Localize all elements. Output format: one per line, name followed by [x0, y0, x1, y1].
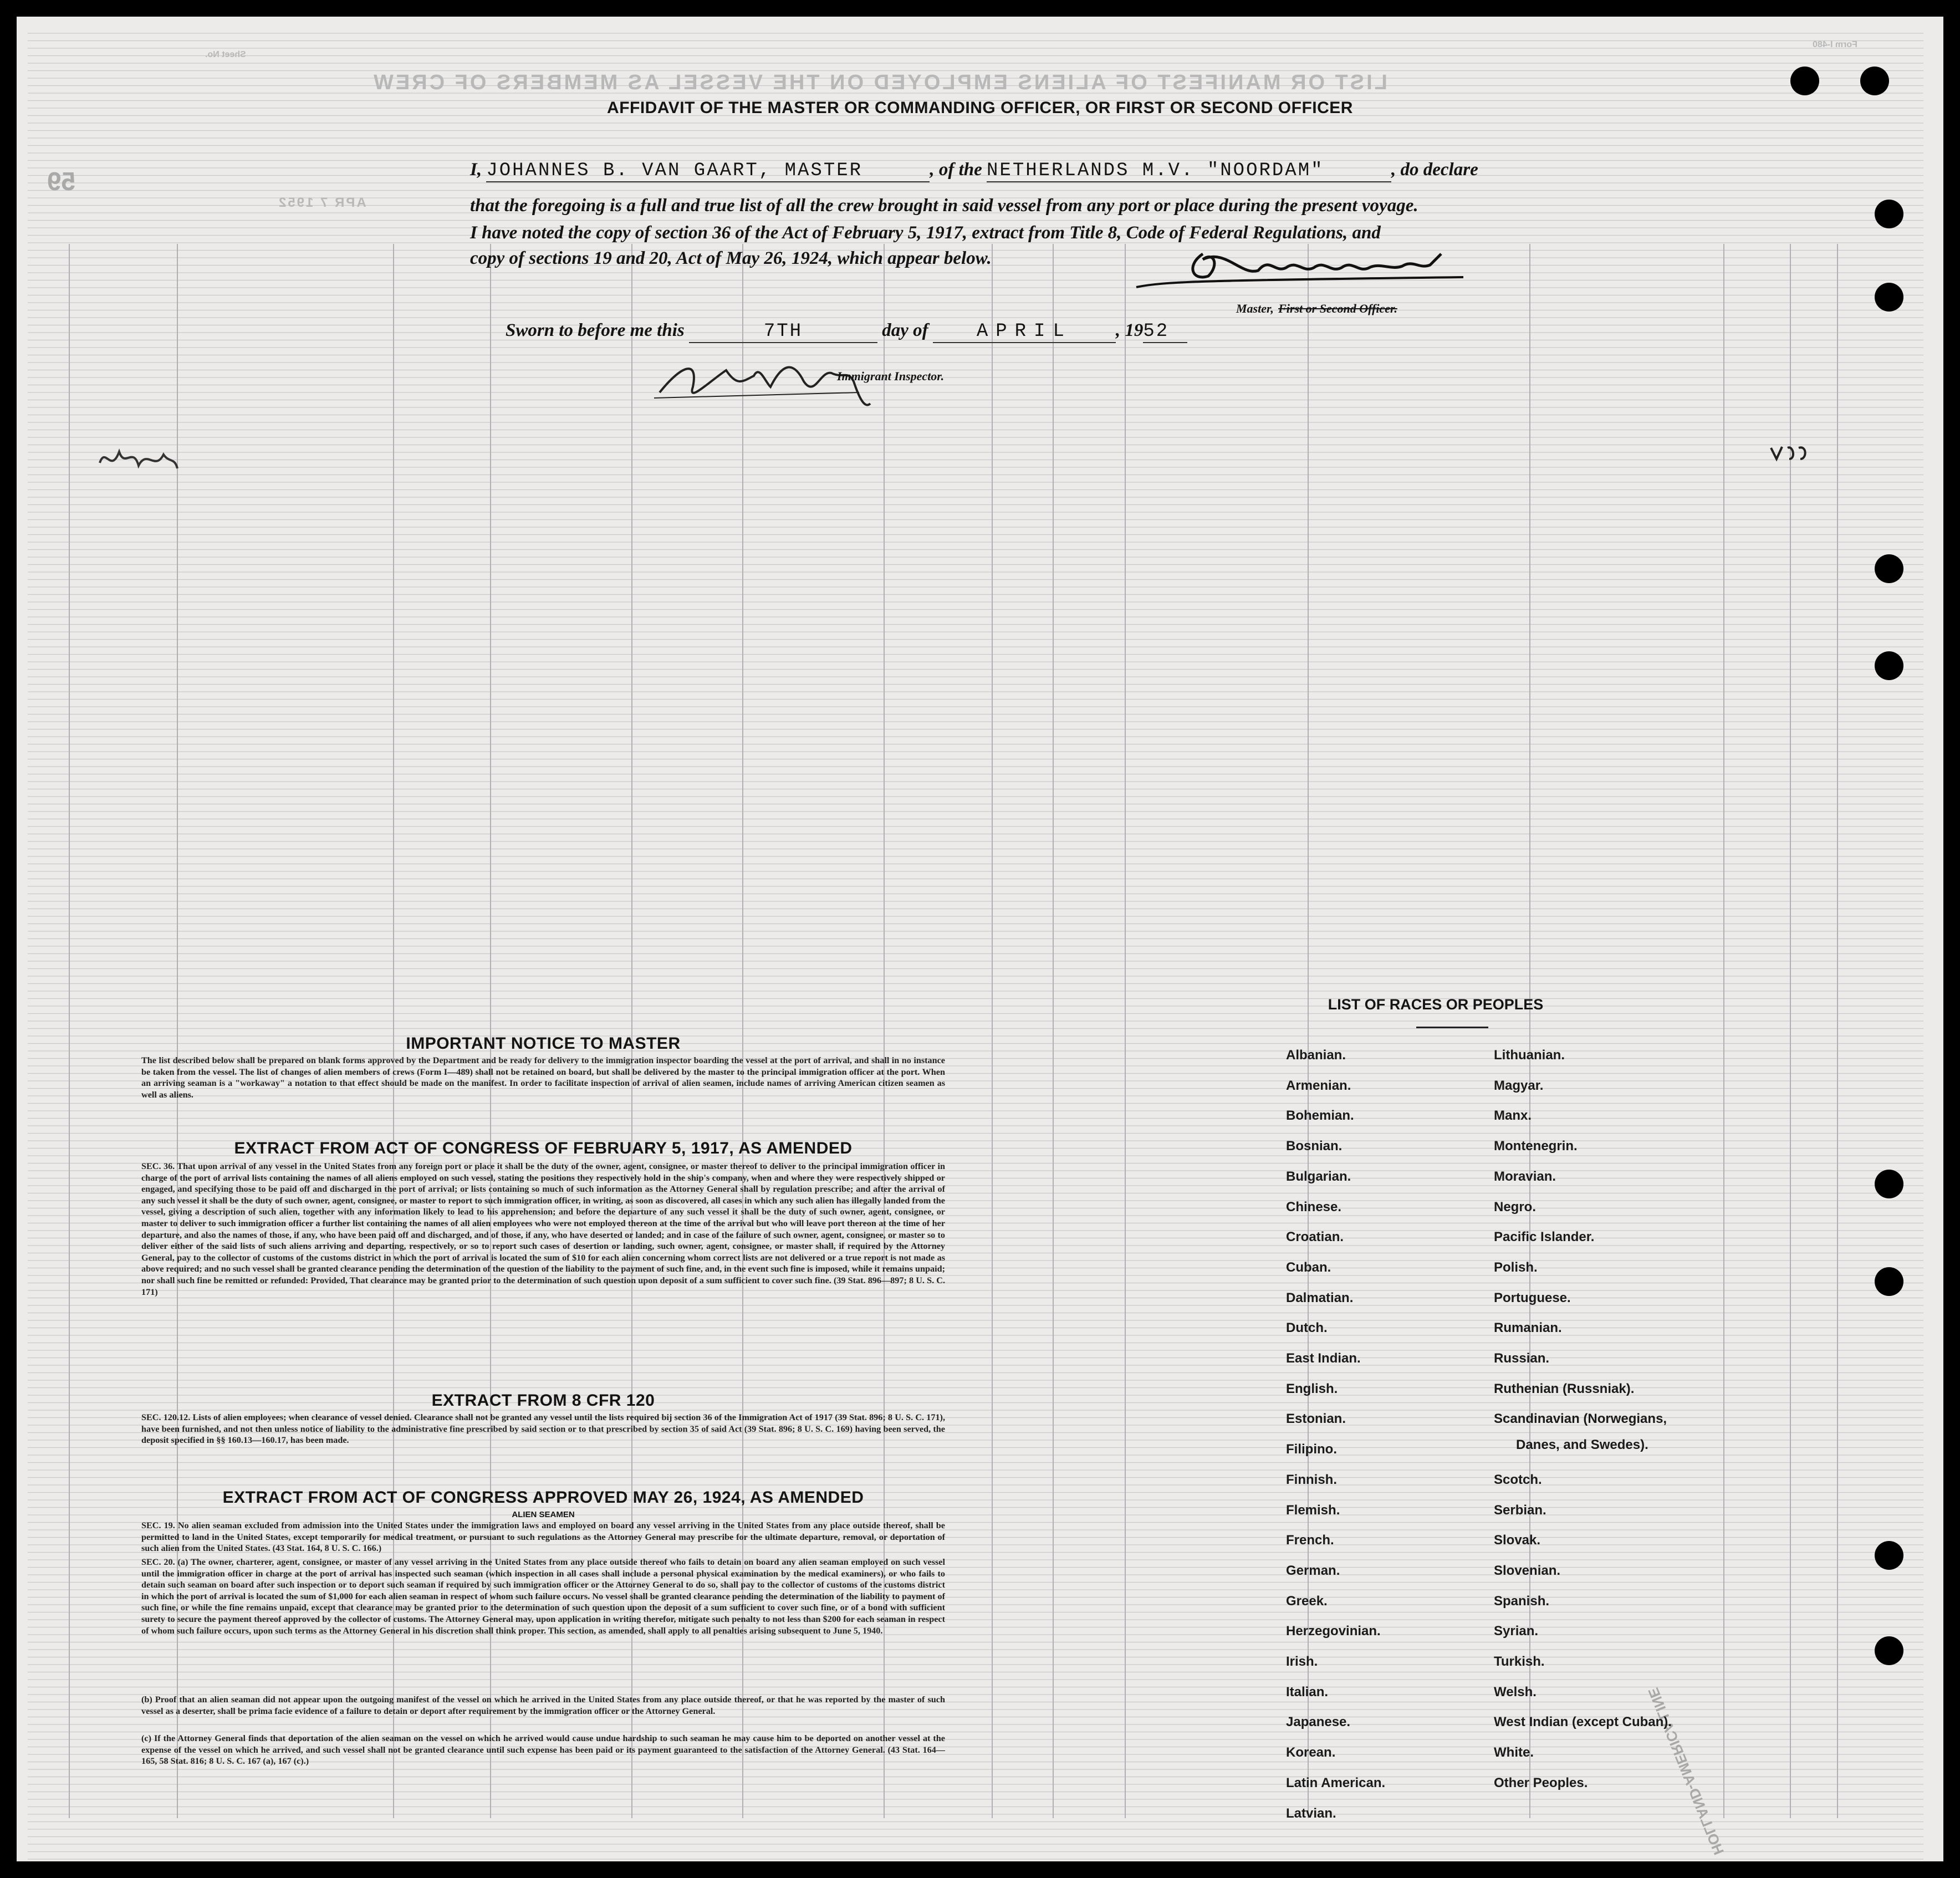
race-item: Cuban. — [1286, 1259, 1331, 1275]
race-item: Magyar. — [1494, 1078, 1544, 1093]
affidavit-line-3: I have noted the copy of section 36 of the Act of February 5, 1917, extract from Title 8, Code of Federal Regulations, and — [470, 223, 1381, 243]
punch-hole — [1875, 200, 1903, 228]
vessel-name: NETHERLANDS M.V. "NOORDAM" — [987, 160, 1391, 182]
race-item: Scotch. — [1494, 1472, 1542, 1487]
race-item: Negro. — [1494, 1199, 1537, 1214]
punch-hole — [1790, 67, 1819, 95]
race-item: Estonian. — [1286, 1411, 1346, 1427]
race-item: East Indian. — [1286, 1351, 1361, 1366]
race-item: Slovak. — [1494, 1533, 1541, 1548]
race-item: Moravian. — [1494, 1168, 1556, 1184]
sheet-label: Sheet No. — [205, 50, 246, 59]
race-item: Flemish. — [1286, 1502, 1340, 1518]
extract-cfr-text: SEC. 120.12. Lists of alien employees; when clearance of vessel denied. Clearance shall not be granted any vessel until the lists required bij section 36 of the Immigration Act of 1917 (39 Stat. 896; 8 U. S. C. 171), have been furnished, and not then unless notice of liability to the administrative fine prescribed by said section or to that prescribed by section 35 of said Act (39 Stat. 896; 8 U. S. C. 169) having been served, the deposit specified in §§ 160.13—160.17, has been made. — [141, 1412, 945, 1446]
race-item: Serbian. — [1494, 1502, 1546, 1518]
race-item: Bulgarian. — [1286, 1168, 1351, 1184]
race-item: West Indian (except Cuban). — [1494, 1714, 1672, 1730]
affidavit-line-4: copy of sections 19 and 20, Act of May 26, 1924, which appear below. — [470, 248, 992, 268]
race-item: Spanish. — [1494, 1593, 1550, 1609]
affidavit-line-2: that the foregoing is a full and true list of all the crew brought in said vessel from any port or place during the present voyage. — [470, 196, 1418, 216]
race-item: Armenian. — [1286, 1078, 1351, 1093]
punch-hole — [1875, 1170, 1903, 1198]
race-item: Danes, and Swedes). — [1516, 1437, 1648, 1453]
extract-1924-sec20c: (c) If the Attorney General finds that deportation of the alien seaman on the vessel on which he arrived would cause undue hardship to such seaman he may cause him to be deported on another vessel at the expense of the vessel on which he arrived, and such vessel shall not be granted clearance until such expense has been paid or its payment guaranteed to the satisfaction of the Attorney General. (43 Stat. 164—165, 58 Stat. 816; 8 U. S. C. 167 (a), 167 (c).) — [141, 1733, 945, 1767]
race-item: French. — [1286, 1533, 1334, 1548]
race-item: Other Peoples. — [1494, 1775, 1588, 1790]
sworn-line — [506, 320, 1187, 343]
race-item: Bohemian. — [1286, 1108, 1354, 1124]
form-number: Form I-480 — [1813, 40, 1857, 49]
extract-cfr-heading: EXTRACT FROM 8 CFR 120 — [431, 1391, 655, 1410]
race-item: Japanese. — [1286, 1714, 1351, 1730]
affidavit-declare: , do declare — [1391, 160, 1478, 180]
sworn-month: APRIL — [933, 321, 1116, 343]
extract-1924-sec20b: (b) Proof that an alien seaman did not appear upon the outgoing manifest of the vessel on which he arrived in the United States from any place outside thereof, or that he was reported by the master of such vessel as a deserter, shall be prima facie evidence of a failure to detain or deport after requirement by the immigration officer or the Attorney General. — [141, 1695, 945, 1716]
race-item: German. — [1286, 1563, 1340, 1578]
punch-hole — [1875, 1267, 1903, 1296]
master-name: JOHANNES B. VAN GAART, MASTER — [486, 160, 930, 182]
sworn-year: 52 — [1143, 321, 1187, 343]
race-item: Irish. — [1286, 1654, 1318, 1669]
race-item: Slovenian. — [1494, 1563, 1561, 1578]
sworn-prefix: Sworn to before me this — [506, 320, 685, 340]
extract-1917-text: SEC. 36. That upon arrival of any vessel in the United States from any foreign port or place it shall be the duty of the owner, agent, consignee, or master thereof to deliver to the principal immigration officer in charge of the port of arrival lists containing the names of all aliens employed on such vessel, stating the positions they respectively hold in the ship's company, when and where they were respectively shipped or engaged, and specifying those to be paid off and discharged in the port of arrival; or lists containing so much of such information as the Attorney General shall by regulation prescribe; and after the arrival of any such vessel it shall be the duty of such owner, agent, consignee, or master to report to such immigration officer, in writing, as soon as discovered, all cases in which any such alien has illegally landed from the vessel, giving a description of such alien, together with any information likely to lead to his apprehension; and before the departure of any such vessel it shall be the duty of such owner, agent, consignee, or master to deliver to such immigration officer a further list containing the names of all alien employees who were not employed thereon at the time of the arrival but who will leave port thereon at the time of her departure, and also the names of those, if any, who have been paid off and discharged, and of those, if any, who have deserted or landed; and in case of the failure of such owner, agent, consignee, or master so to deliver either of the said lists of such aliens arriving and departing, respectively, or so to report such cases of desertion or landing, such owner, agent, consignee, or master shall, if required by the Attorney General, pay to the collector of customs of the customs district in which the port of arrival is located the sum of $10 for each alien concerning whom correct lists are not delivered or a true report is not made as above required; and no such vessel shall be granted clearance pending the determination of the question of the liability to the payment of such fine, and, in the event such fine is imposed, while it remains unpaid; nor shall such fine be remitted or refunded: Provided, That clearance may be granted prior to the determination of such question upon deposit of a sum sufficient to cover such fine. (39 Stat. 896—897; 8 U. S. C. 171) — [141, 1161, 945, 1297]
race-item: Ruthenian (Russniak). — [1494, 1381, 1635, 1396]
race-item: Russian. — [1494, 1351, 1550, 1366]
race-item: Montenegrin. — [1494, 1139, 1578, 1154]
extract-1924-subheading: ALIEN SEAMEN — [512, 1510, 575, 1519]
race-item: Rumanian. — [1494, 1320, 1562, 1336]
punch-hole — [1875, 1636, 1903, 1665]
race-item: Polish. — [1494, 1259, 1538, 1275]
day-of-label: day of — [882, 320, 928, 340]
race-item: Dalmatian. — [1286, 1290, 1354, 1305]
master-label-line — [1236, 297, 1397, 318]
races-heading: LIST OF RACES OR PEOPLES — [1328, 996, 1544, 1013]
watermark-stamp: HOLLAND-AMERICA LINE — [1645, 1685, 1728, 1857]
race-item: Manx. — [1494, 1108, 1532, 1124]
extract-1924-sec20a: SEC. 20. (a) The owner, charterer, agent, consignee, or master of any vessel arriving in the United States from any place outside thereof who fails to detain on board any alien seaman employed on such vessel until the immigration officer in charge at the port of arrival has inspected such seaman (which inspection in all cases shall include a personal physical examination by the medical examiners), or who fails to detain such seaman on board after such inspection or to deport such seaman if required by such immigration officer or the Attorney General to do so, shall pay to the collector of customs of the customs district in which the port of arrival is located the sum of $1,000 for each alien seaman in respect of whom such failure occurs. No vessel shall be granted clearance pending the determination of the liability to payment of such fine, or while the fine remains unpaid, except that clearance may be granted prior to the determination of such question upon the deposit of a sum sufficient to cover such fine, or of a bond with sufficient surety to secure the payment thereof approved by the collector of customs. The Attorney General may, upon application in writing therefor, mitigate such penalty to not less than $200 for each seaman in respect of whom such failure occurs, upon such terms as the Attorney General in his discretion shall think proper. This section, as amended, shall apply to all penalties arising subsequent to June 5, 1940. — [141, 1557, 945, 1636]
punch-hole — [1860, 67, 1889, 95]
race-item: Herzegovinian. — [1286, 1624, 1381, 1639]
punch-hole — [1875, 651, 1903, 680]
race-item: Scandinavian (Norwegians, — [1494, 1411, 1667, 1427]
page-stamp: 59 — [47, 167, 76, 196]
race-item: Turkish. — [1494, 1654, 1545, 1669]
race-item: Croatian. — [1286, 1229, 1344, 1245]
notice-heading: IMPORTANT NOTICE TO MASTER — [406, 1034, 681, 1053]
manifest-sheet — [17, 17, 1943, 1861]
race-item: Lithuanian. — [1494, 1048, 1565, 1063]
race-item: Albanian. — [1286, 1048, 1346, 1063]
affidavit-prefix: I, — [470, 160, 482, 180]
race-item: Pacific Islander. — [1494, 1229, 1595, 1245]
race-item: White. — [1494, 1745, 1534, 1760]
sworn-day: 7TH — [689, 321, 877, 343]
entry-marks — [1768, 442, 1813, 465]
race-item: Finnish. — [1286, 1472, 1337, 1487]
affidavit-of-the: , of the — [930, 160, 982, 180]
punch-hole — [1875, 283, 1903, 312]
race-item: Welsh. — [1494, 1684, 1537, 1700]
sworn-year-prefix: , 19 — [1115, 320, 1144, 340]
affidavit-declaration-line — [470, 160, 1478, 182]
extract-1924-sec19: SEC. 19. No alien seaman excluded from admission into the United States under the immigration laws and employed on board any vessel arriving in the United States from any place outside thereof, shall be permitted to land in the United States, except temporarily for medical treatment, or pursuant to such regulations as the Attorney General may prescribe for the ultimate departure, removal, or deportation of such alien from the United States. (43 Stat. 164, 8 U. S. C. 166.) — [141, 1520, 945, 1554]
extract-1924-heading: EXTRACT FROM ACT OF CONGRESS APPROVED MAY 26, 1924, AS AMENDED — [222, 1488, 864, 1507]
races-rule — [1416, 1027, 1488, 1028]
date-stamp: APR 7 1952 — [277, 195, 366, 210]
race-item: Latvian. — [1286, 1805, 1336, 1821]
notice-text: The list described below shall be prepared on blank forms approved by the Department and be ready for delivery to the immigration inspector boarding the vessel at the port of arrival, and shall in no instance be taken from the vessel. The list of changes of alien members of crews (Form I—489) shall not be retained on board, but shall be delivered by the master to the principal immigration officer at the port. When an arriving seaman is a "workaway" a notation to that effect should be made on the manifest. In order to facilitate inspection of arrival of alien seamen, include names of arriving American citizen seamen as well as aliens. — [141, 1055, 945, 1100]
punch-hole — [1875, 554, 1903, 583]
race-item: Korean. — [1286, 1745, 1336, 1760]
race-item: Filipino. — [1286, 1442, 1337, 1457]
race-item: Chinese. — [1286, 1199, 1342, 1214]
master-signature — [1131, 243, 1480, 304]
race-item: Dutch. — [1286, 1320, 1328, 1336]
punch-hole — [1875, 1541, 1903, 1570]
mirrored-header-title: LIST OR MANIFEST OF ALIENS EMPLOYED ON THE VESSEL AS MEMBERS OF CREW — [371, 71, 1387, 94]
race-item: Greek. — [1286, 1593, 1328, 1609]
inspector-label: Immigrant Inspector. — [837, 369, 945, 383]
race-item: Latin American. — [1286, 1775, 1386, 1790]
race-item: English. — [1286, 1381, 1338, 1396]
officer-label-struck: First or Second Officer. — [1278, 302, 1397, 315]
extract-1917-heading: EXTRACT FROM ACT OF CONGRESS OF FEBRUARY 5, 1917, AS AMENDED — [234, 1139, 853, 1157]
affidavit-title: AFFIDAVIT OF THE MASTER OR COMMANDING OFFICER, OR FIRST OR SECOND OFFICER — [607, 99, 1353, 117]
margin-handwriting — [94, 441, 183, 479]
master-label: Master, — [1236, 302, 1274, 315]
race-item: Bosnian. — [1286, 1139, 1343, 1154]
race-item: Portuguese. — [1494, 1290, 1571, 1305]
race-item: Syrian. — [1494, 1624, 1539, 1639]
race-item: Italian. — [1286, 1684, 1329, 1700]
